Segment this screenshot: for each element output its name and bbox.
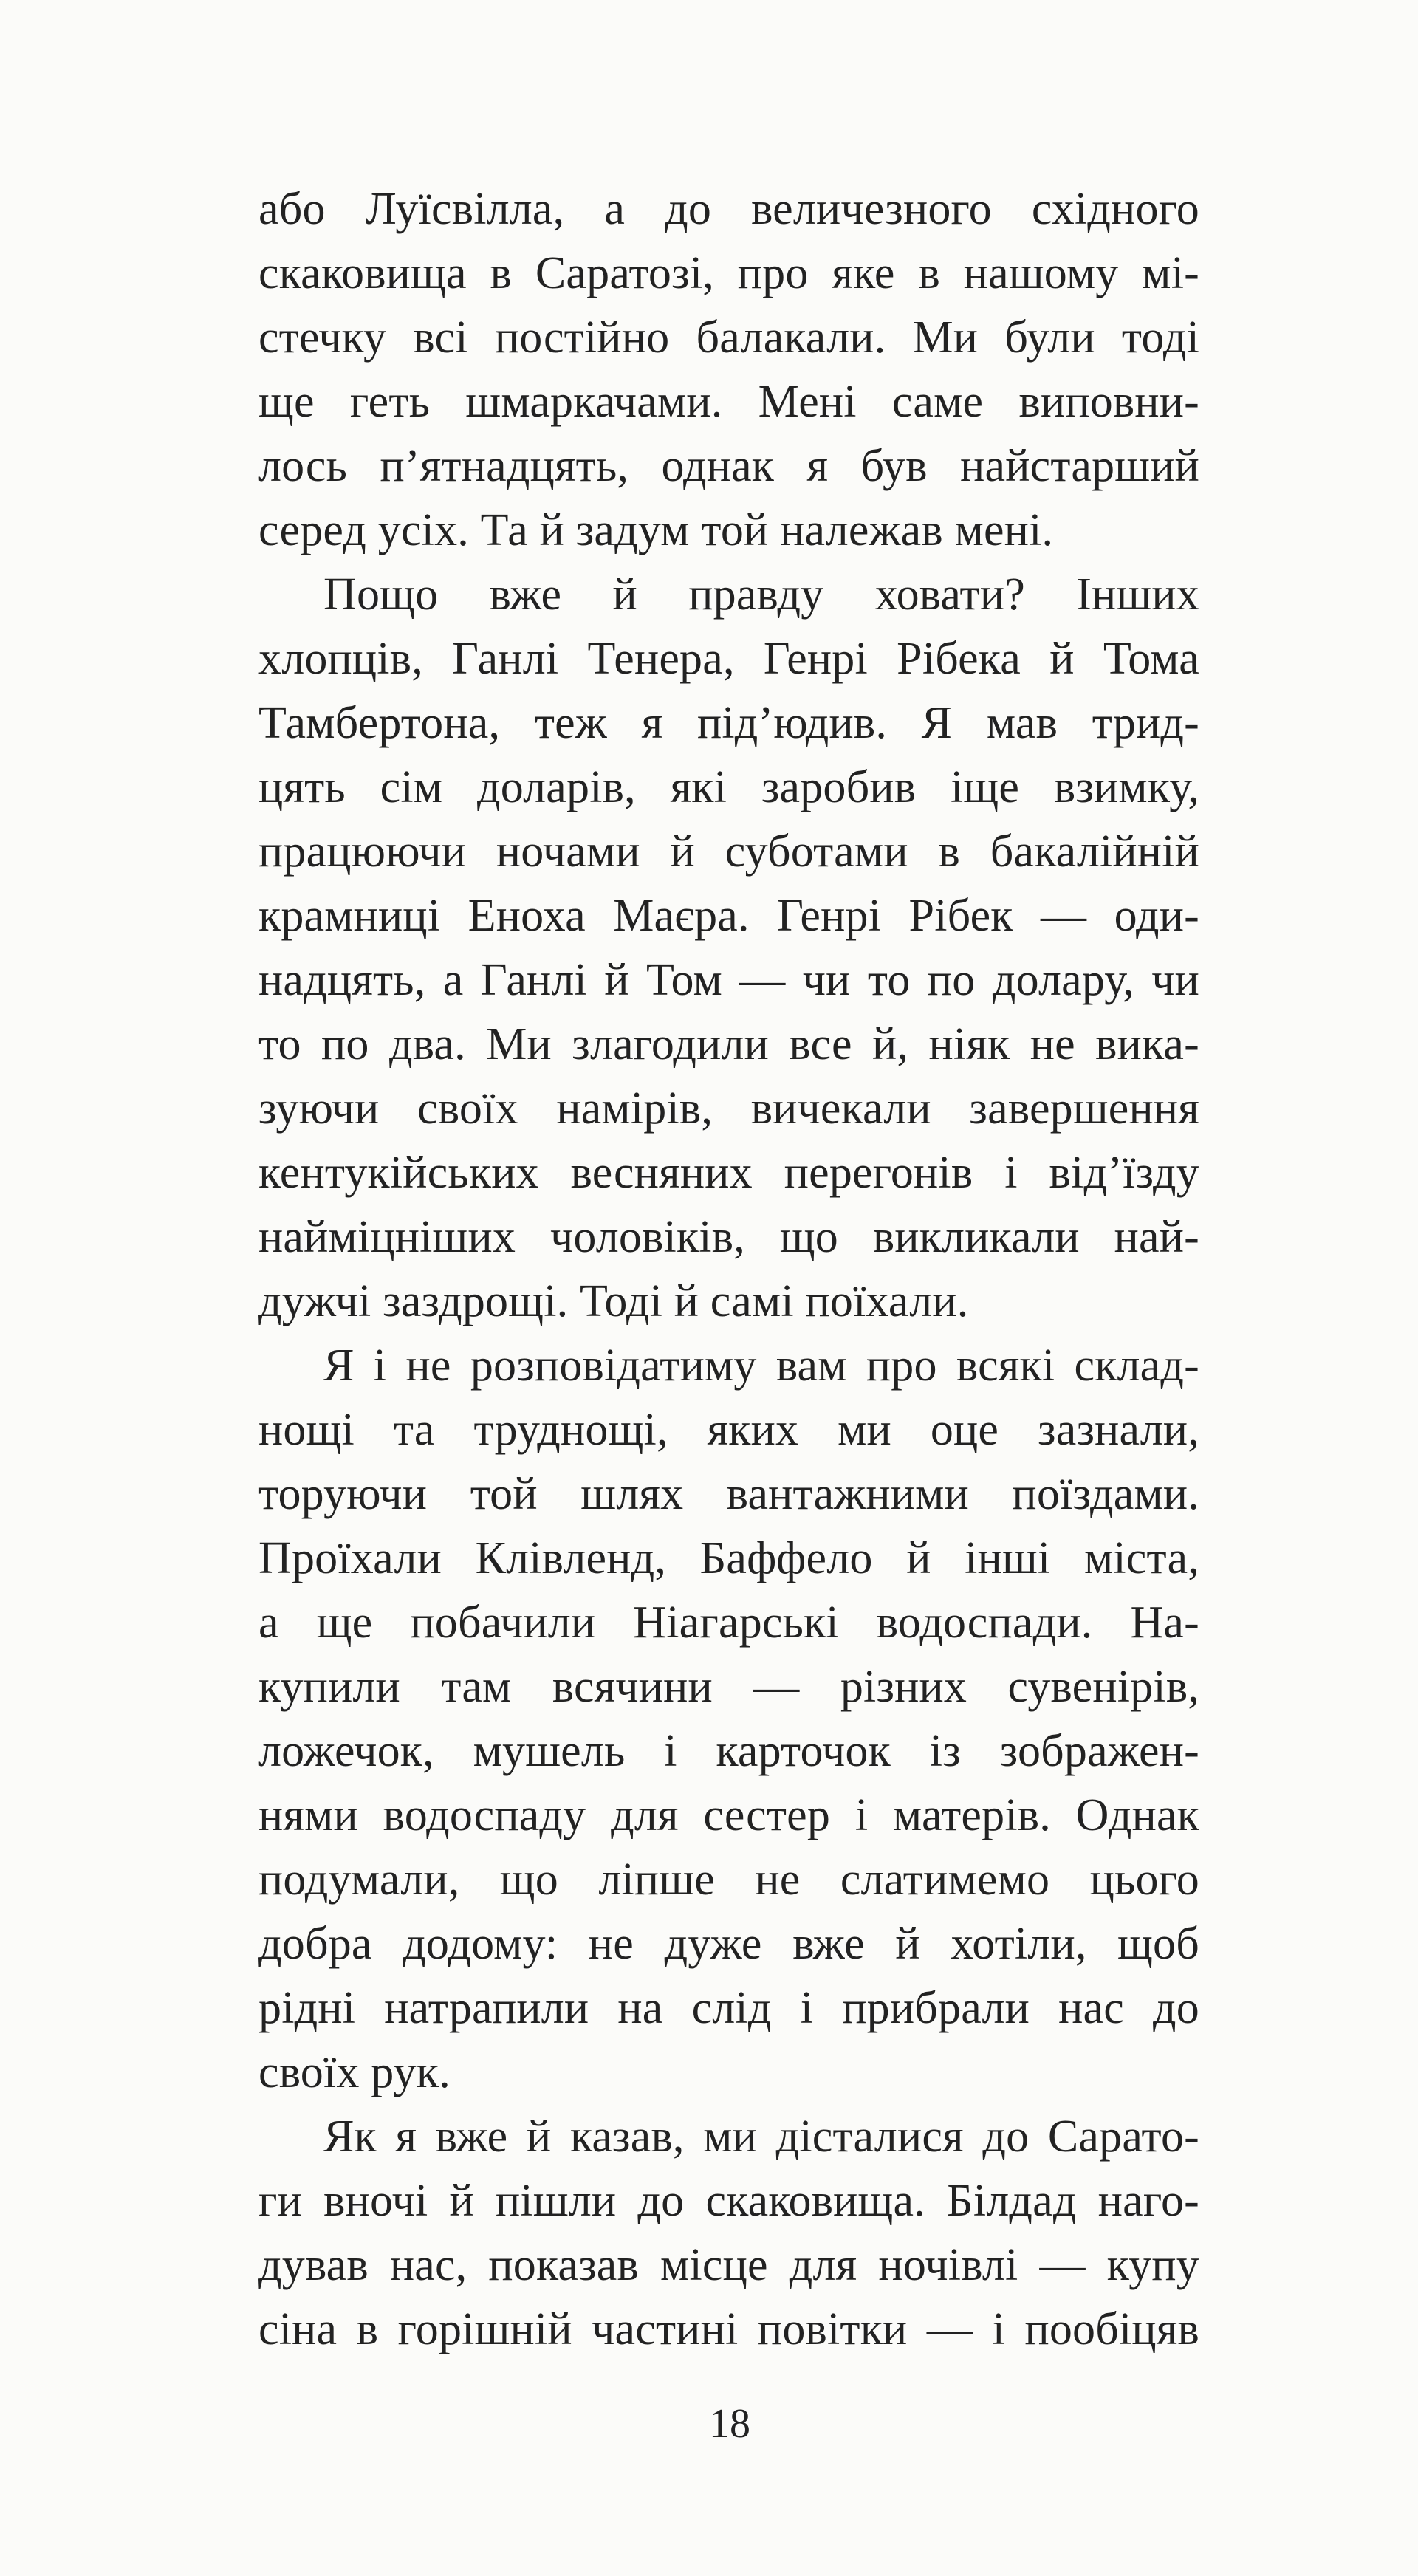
paragraph [258,2105,1199,2362]
text-line: купили там всячини — різних сувенірів, [258,1662,1199,1712]
text-line: скаковища в Саратозі, про яке в нашому мі- [258,248,1199,298]
text-line: кентукійських весняних перегонів і від’їзду [258,1148,1199,1198]
text-line: дував нас, показав місце для ночівлі — купу [258,2240,1199,2290]
text-line: добра додому: не дуже вже й хотіли, щоб [258,1919,1199,1969]
text-line: Пощо вже й правду ховати? Інших [323,569,1199,620]
text-line: хлопців, Ганлі Тенера, Генрі Рібека й Тома [258,634,1199,684]
text-line: ги вночі й пішли до скаковища. Білдад наго- [258,2176,1199,2226]
text-line: рідні натрапили на слід і прибрали нас до [258,1983,1199,2033]
text-line: дужчі заздрощі. Тоді й самі поїхали. [258,1276,969,1326]
text-line: або Луїсвілла, а до величезного східного [258,184,1199,234]
page-number: 18 [709,2401,750,2447]
paragraph [258,563,1199,1334]
text-line: серед усіх. Та й задум той належав мені. [258,505,1054,555]
text-line: подумали, що ліпше не слатимемо цього [258,1854,1199,1905]
text-line: нями водоспаду для сестер і матерів. Однак [258,1790,1199,1840]
text-line: крамниці Еноха Маєра. Генрі Рібек — оди- [258,891,1199,941]
text-line: зуючи своїх намірів, вичекали завершення [258,1083,1199,1134]
text-line: нощі та труднощі, яких ми оце зазнали, [258,1405,1199,1455]
text-line: а ще побачили Ніагарські водоспади. На- [258,1597,1199,1648]
text-line: ще геть шмаркачами. Мені саме виповни- [258,377,1199,427]
paragraph [258,177,1199,563]
text-line: то по два. Ми злагодили все й, ніяк не вика- [258,1019,1199,1069]
text-line: Проїхали Клівленд, Баффело й інші міста, [258,1533,1199,1583]
text-line: найміцніших чоловіків, що викликали най- [258,1212,1199,1262]
text-line: Тамбертона, теж я під’юдив. Я мав трид- [258,698,1199,748]
text-line: стечку всі постійно балакали. Ми були тоді [258,312,1199,363]
text-column [258,177,1199,2362]
text-line: працюючи ночами й суботами в бакалійній [258,826,1199,877]
paragraph [258,1334,1199,2105]
text-line: Я і не розповідатиму вам про всякі склад- [323,1340,1199,1391]
text-line: Як я вже й казав, ми дісталися до Сарато- [323,2111,1199,2162]
text-line: лось п’ятнадцять, однак я був найстарший [258,441,1199,491]
text-line: цять сім доларів, які заробив іще взимку, [258,762,1199,812]
text-line: надцять, а Ганлі й Том — чи то по долару, чи [258,955,1199,1005]
text-line: торуючи той шлях вантажними поїздами. [258,1469,1199,1519]
text-line: своїх рук. [258,2047,451,2097]
text-line: ложечок, мушель і карточок із зображен- [258,1726,1199,1776]
text-line: сіна в горішній частині повітки — і пообіцяв [258,2304,1199,2354]
